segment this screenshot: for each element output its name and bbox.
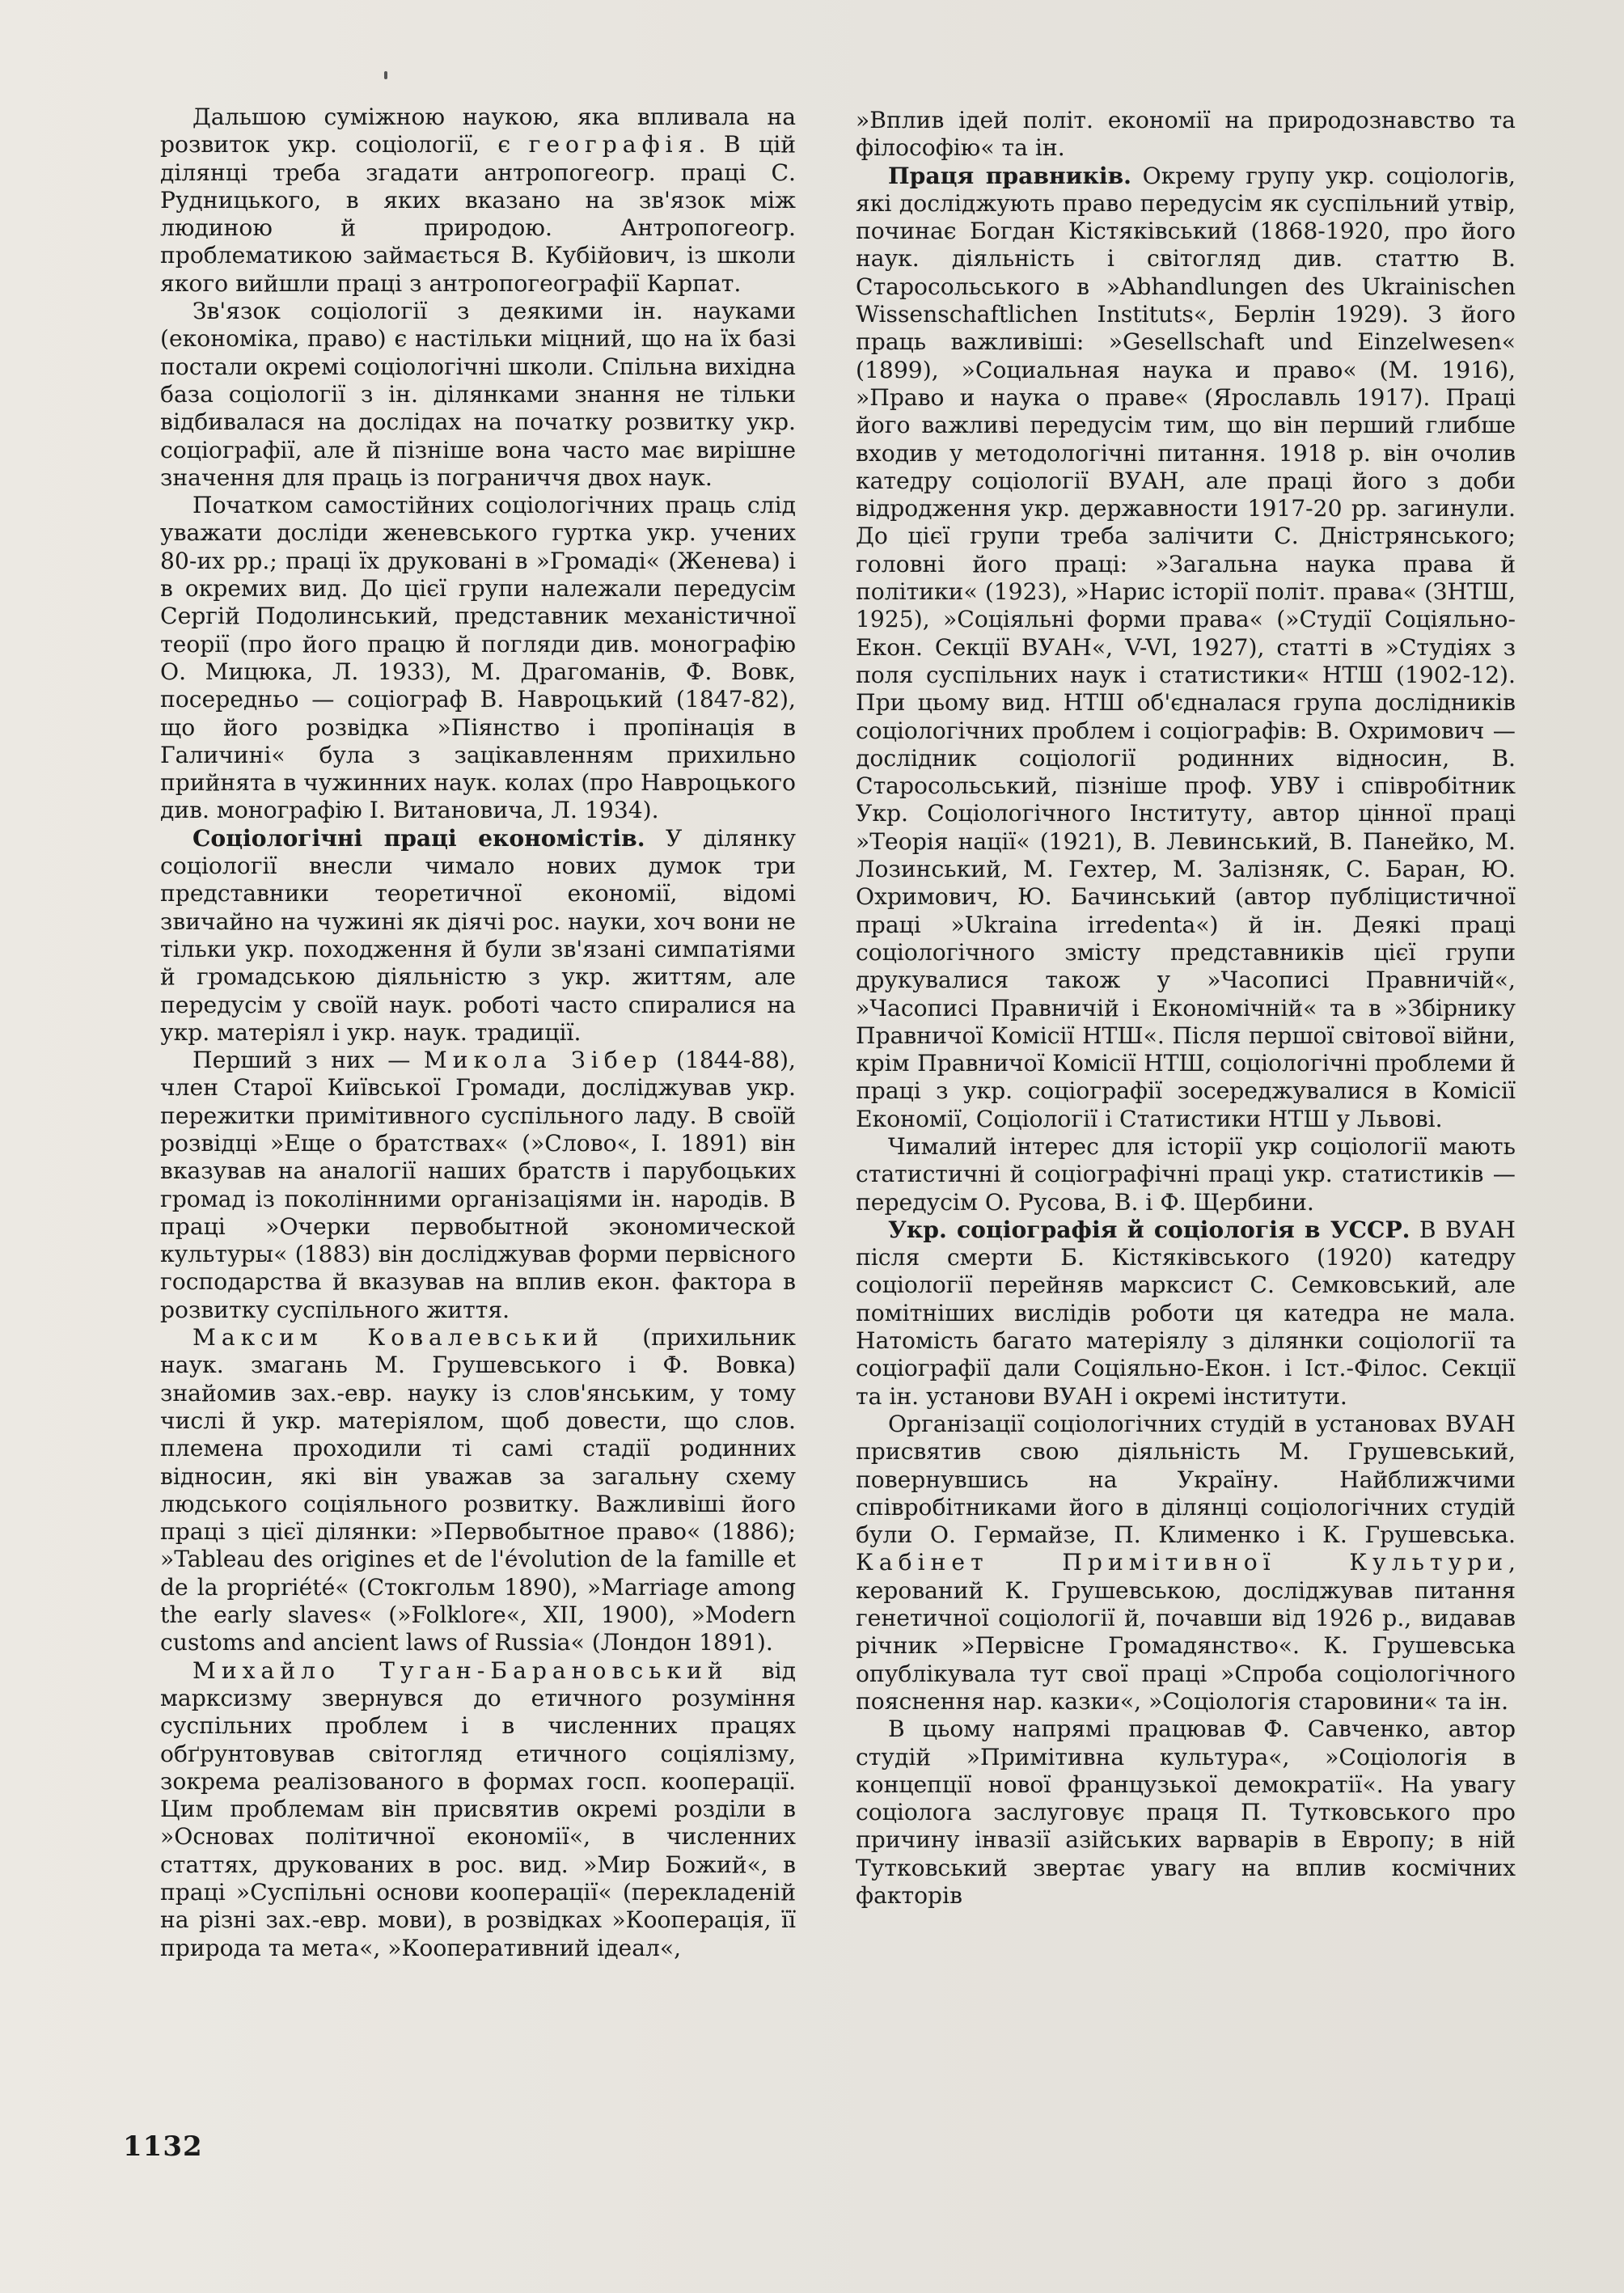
- text-run: »Вплив ідей політ. економії на природознавство та філософію« та ін.: [856, 107, 1516, 162]
- paragraph: [160, 825, 796, 1047]
- text-run: Організації соціологічних студій в установах ВУАН присвятив свою діяльність М. Грушевський, повернувшись на Україну. Найближчими співробітниками його в ділянці соціологічних студій були О. Гермайзе, П. Клименко і К. Грушевська.: [856, 1410, 1516, 1549]
- paragraph: [160, 1657, 796, 1962]
- paragraph: [856, 1216, 1516, 1411]
- paragraph: [856, 163, 1516, 1133]
- paragraph: [160, 298, 796, 492]
- text-run: (1844-88), член Старої Київської Громади, досліджував укр. пережитки примітивного суспільного ладу. В своїй розвідці »Еще о братствах« (»Слово«, I. 1891) він вказував на аналогії наших братств і парубоцьких громад із поколінними організаціями ін. народів. В праці »Очерки первобытной экономической культуры« (1883) він досліджував форми первісного господарства й вказував на вплив екон. фактора в розвитку суспільного життя.: [160, 1047, 796, 1323]
- print-speck: [384, 71, 387, 79]
- text-run: Початком самостійних соціологічних праць слід уважати досліди женевського гуртка укр. учених 80-их рр.; праці їх друковані в »Громаді« (Женева) і в окремих вид. До цієї групи належали передусім Сергій Подолинський, представник механістичної теорії (про його працю й погляди див. монографію О. Мицюка, Л. 1933), М. Драгоманів, Ф. Вовк, посередньо — соціограф В. Навроцький (1847-82), що його розвідка »Піянство і пропінація в Галичині« була з зацікавленням прихильно прийнята в чужинних наук. колах (про Навроцького див. монографію І. Витановича, Л. 1934).: [160, 492, 797, 824]
- spaced-name: Максим Ковалевський: [192, 1324, 604, 1352]
- paragraph: [856, 1411, 1516, 1716]
- text-run: Зв'язок соціології з деякими ін. науками (економіка, право) є настільки міцний, що на їх базі постали окремі соціологічні школи. Спільна вихідна база соціології з ін. ділянками знання не тільки відбивалася на дослідах на початку розвитку укр. соціографії, але й пізніше вона часто має вирішне значення для праць із пограниччя двох наук.: [160, 298, 796, 491]
- right-text-column: [856, 107, 1516, 1910]
- paragraph: [160, 104, 796, 298]
- paragraph: [160, 492, 796, 825]
- text-run: , керований К. Грушевською, досліджував питання генетичної соціології й, почавши від 1926 р., видавав річник »Первісне Громадянство«. К. Грушевська опублікувала тут свої праці »Спроба соціологічного пояснення нар. казки«, »Соціологія старовини« та ін.: [856, 1549, 1516, 1715]
- paragraph: [856, 1133, 1516, 1216]
- paragraph: [856, 107, 1516, 163]
- page-number: 1132: [123, 2130, 203, 2163]
- spaced-name: Микола Зібер: [423, 1047, 663, 1074]
- text-run: В цьому напрямі працював Ф. Савченко, автор студій »Примітивна культура«, »Соціологія в концепції нової французької демократії«. На увагу соціолога заслуговує праця П. Тутковського про причину інвазії азійських варварів в Европу; в ній Тутковський звертає увагу на вплив космічних факторів: [856, 1716, 1516, 1909]
- text-run: В ВУАН після смерти Б. Кістяківського (1920) катедру соціології перейняв марксист С. Семковський, але помітніших вислідів роботи ця катедра не мала. Натомість багато матеріялу з ділянки соціології та соціографії дали Соціяльно-Екон. і Іст.-Філос. Секції та ін. установи ВУАН і окремі інститути.: [856, 1216, 1516, 1410]
- paragraph: [160, 1047, 796, 1324]
- spaced-name: Михайло Туган-Барановський: [192, 1656, 729, 1684]
- text-run: Чималий інтерес для історії укр соціології мають статистичні й соціографічні праці укр. статистиків — передусім О. Русова, В. і Ф. Щербини.: [856, 1132, 1516, 1216]
- text-run: від марксизму звернувся до етичного розуміння суспільних проблем і в численних працях обґрунтовував світогляд етичного соціялізму, зокрема реалізованого в формах госп. кооперації. Цим проблемам він присвятив окремі розділи в »Основах політичної економії«, в численних статтях, друкованих в рос. вид. »Мир Божий«, в праці »Суспільні основи кооперації« (перекладеній на різні зах.-евр. мови), в розвідках »Кооперація, її природа та мета«, »Кооперативний ідеал«,: [160, 1656, 796, 1961]
- section-heading: Соціологічні праці економістів.: [192, 824, 645, 852]
- text-run: (прихильник наук. змагань М. Грушевського і Ф. Вовка) знайомив зах.-евр. науку із слов'янським, у тому числі й укр. матеріялом, щоб довести, що слов. племена проходили ті самі стадії родинних відносин, які він уважав за загальну схему людського соціяльного розвитку. Важливіші його праці з цієї ділянки: »Первобытное право« (1886); »Tableau des origines et de l'évolution de la famille et de la propriété« (Стокгольм 1890), »Marriage among the early slaves« (»Folklore«, XII, 1900), »Modern customs and ancient laws of Russia« (Лондон 1891).: [160, 1324, 796, 1656]
- text-run: . В цій ділянці треба згадати антропогеогр. праці С. Рудницького, в яких вказано на зв'язок між людиною й природою. Антропогеогр. проблематикою займається В. Кубійович, із школи якого вийшли праці з антропогеографії Карпат.: [160, 131, 796, 297]
- section-heading: Укр. соціографія й соціологія в УССР.: [888, 1216, 1410, 1243]
- text-run: Перший з них —: [192, 1047, 424, 1074]
- text-run: Дальшою суміжною наукою, яка впливала на розвиток укр. соціології, є: [160, 104, 796, 159]
- section-heading: Праця правників.: [888, 162, 1131, 189]
- left-text-column: [160, 104, 796, 1962]
- spaced-name: Кабінет Примітивної Культури: [856, 1549, 1509, 1576]
- spaced-name: географія: [528, 131, 699, 159]
- text-run: Окрему групу укр. соціологів, які досліджують право передусім як суспільний утвір, починає Богдан Кістяківський (1868-1920, про його наук. діяльність і світогляд див. статтю В. Старосольського в »Abhandlungen des Ukrainischen Wissenschaftlichen Instituts«, Берлін 1929). З його праць важливіші: »Gesellschaft und Einzelwesen« (1899), »Социальная наука и право« (М. 1916), »Право и наука о праве« (Ярославль 1917). Праці його важливі передусім тим, що він перший глибше входив у методологічні питання. 1918 р. він очолив катедру соціології ВУАН, але праці його з доби відродження укр. державности 1917-20 рр. загинули. До цієї групи треба залічити С. Дністрянського; головні його праці: »Загальна наука права й політики« (1923), »Нарис історії політ. права« (ЗНТШ, 1925), »Соціяльні форми права« (»Студії Соціяльно-Екон. Секції ВУАН«, V-VI, 1927), статті в »Студіях з поля суспільних наук і статистики« НТШ (1902-12). При цьому вид. НТШ об'єдналася група дослідників соціологічних проблем і соціографів: В. Охримович — дослідник соціології родинних відносин, В. Старосольський, пізніше проф. УВУ і співробітник Укр. Соціологічного Інституту, автор цінної праці »Теорія нації« (1921), В. Левинський, В. Панейко, М. Лозинський, М. Гехтер, М. Залізняк, С. Баран, Ю. Охримович, Ю. Бачинський (автор публіцистичної праці »Ukraina irredenta«) й ін. Деякі праці соціологічного змісту представників цієї групи друкувалися також у »Часописі Правничій«, »Часописі Правничій і Економічній« та в »Збірнику Правничої Комісії НТШ«. Після першої світової війни, крім Правничої Комісії НТШ, соціологічні проблеми й праці з укр. соціографії зосереджувалися в Комісії Економії, Соціології і Статистики НТШ у Львові.: [856, 162, 1516, 1132]
- text-run: У ділянку соціології внесли чимало нових думок три представники теоретичної економії, відомі звичайно на чужині як діячі рос. науки, хоч вони не тільки укр. походження й були зв'язані симпатіями й громадською діяльністю з укр. життям, але передусім у своїй наук. роботі часто спиралися на укр. матеріял і укр. наук. традиції.: [160, 824, 796, 1046]
- paragraph: [160, 1324, 796, 1657]
- paragraph: [856, 1716, 1516, 1910]
